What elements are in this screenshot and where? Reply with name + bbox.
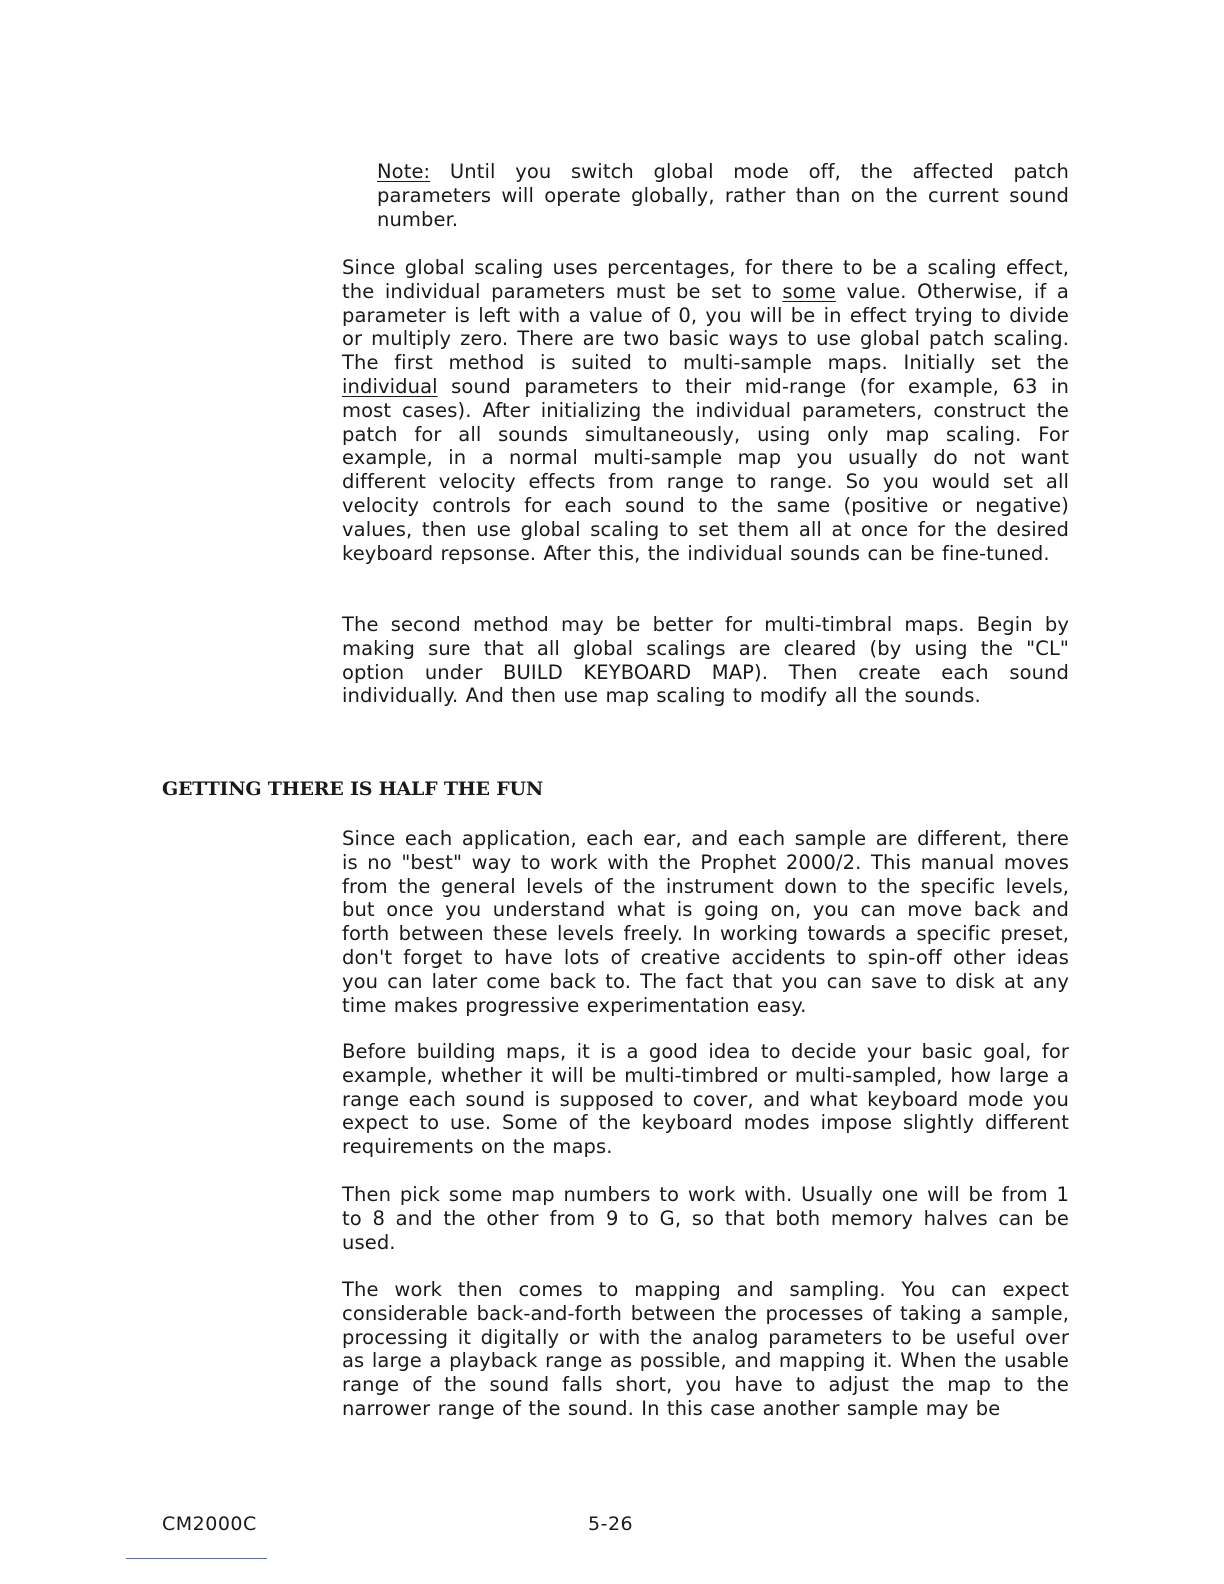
footer-doc-code: CM2000C <box>162 1513 257 1535</box>
footer-page-number: 5-26 <box>588 1513 634 1535</box>
section-heading: GETTING THERE IS HALF THE FUN <box>162 778 544 800</box>
section-paragraph: The work then comes to mapping and sampling. You can expect considerable back-and-forth between the processes of taking a sample, processing it digitally or with the analog parameters to be useful over as large a playback range as possible, and mapping it. When the usable range of the sound falls short, you have to adjust the map to the narrower range of the sound. In this case another sample may be <box>342 1278 1069 1420</box>
emphasis-individual: individual <box>342 374 438 398</box>
note-text: Until you switch global mode off, the affected patch parameters will operate globally, rather than on the current sound number. <box>377 160 1069 231</box>
section-paragraph: Since each application, each ear, and each sample are different, there is no "best" way to work with the Prophet 2000/2. This manual moves from the general levels of the instrument down to the specific levels, but once you understand what is going on, you can move back and forth between these levels freely. In working towards a specific preset, don't forget to have lots of creative accidents to spin-off other ideas you can later come back to. The fact that you can save to disk at any time makes progressive experimentation easy. <box>342 827 1069 1017</box>
second-method-paragraph: The second method may be better for multi-timbral maps. Begin by making sure that all global scalings are cleared (by using the "CL" option under BUILD KEYBOARD MAP). Then create each sound individually. And then use map scaling to modify all the sounds. <box>342 613 1069 708</box>
paragraph-text: Since global scaling uses percentages, for there to be a scaling effect, the individual parameters must be set to <box>342 256 1069 303</box>
emphasis-some: some <box>782 279 836 303</box>
section-paragraph: Then pick some map numbers to work with. Usually one will be from 1 to 8 and the other from 9 to G, so that both memory halves can be used. <box>342 1183 1069 1254</box>
section-paragraph: Before building maps, it is a good idea to decide your basic goal, for example, whether it will be multi-timbred or multi-sampled, how large a range each sound is supposed to cover, and what keyboard mode you expect to use. Some of the keyboard modes impose slightly different requirements on the maps. <box>342 1040 1069 1159</box>
note-paragraph <box>377 160 1069 231</box>
note-label: Note: <box>377 160 431 183</box>
paragraph-text: sound parameters to their mid-range (for example, 63 in most cases). After initializing the individual parameters, construct the patch for all sounds simultaneously, using only map scaling. For example, in a normal multi-sample map you usually do not want different velocity effects from range to range. So you would set all velocity controls for each sound to the same (positive or negative) values, then use global scaling to set them all at once for the desired keyboard repsonse. After this, the individual sounds can be fine-tuned. <box>342 374 1069 565</box>
footer-divider <box>126 1558 267 1559</box>
global-scaling-paragraph <box>342 256 1069 565</box>
paragraph-text: value. Otherwise, if a parameter is left with a value of 0, you will be in effect trying to divide or multiply zero. There are two basic ways to use global patch scaling. The first method is suited to multi-sample maps. Initially set the <box>342 279 1069 375</box>
